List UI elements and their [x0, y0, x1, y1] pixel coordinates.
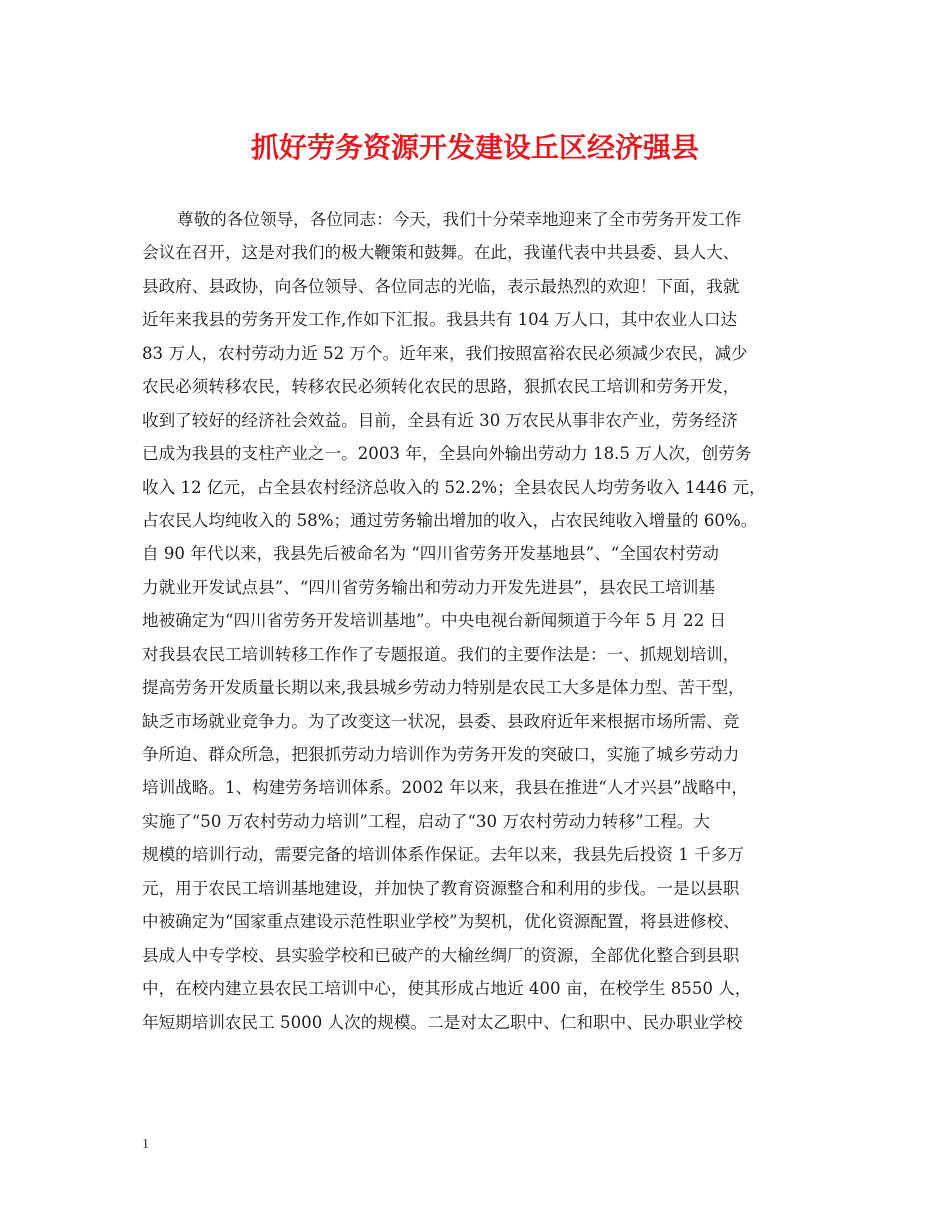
body-line: 收到了较好的经济社会效益。目前，全县有近 30 万农民从事非农产业，劳务经济 [142, 410, 738, 430]
body-line: 争所迫、群众所急，把狠抓劳动力培训作为劳务开发的突破口，实施了城乡劳动力 [142, 745, 740, 764]
body-line: 已成为我县的支柱产业之一。2003 年，全县向外输出劳动力 18.5 万人次，创劳务 [142, 444, 752, 464]
body-line: 占农民人均纯收入的 58%；通过劳务输出增加的收入，占农民纯收入增量的 60%。 [142, 510, 758, 530]
body-line: 培训战略。1、构建劳务培训体系。2002 年以来，我县在推进“人才兴县”战略中， [142, 778, 749, 798]
body-line: 规模的培训行动，需要完备的培训体系作保证。去年以来，我县先后投资 1 千多万 [142, 845, 744, 865]
body-line: 力就业开发试点县”、“四川省劳务输出和劳动力开发先进县”，县农民工培训基 [142, 577, 716, 597]
body-line: 对我县农民工培训转移工作作了专题报道。我们的主要作法是：一、抓规划培训， [142, 644, 740, 664]
body-line: 县成人中专学校、县实验学校和已破产的大榆丝绸厂的资源，全部优化整合到县职 [142, 945, 740, 965]
body-line: 缺乏市场就业竞争力。为了改变这一状况，县委、县政府近年来根据市场所需、竞 [142, 711, 740, 731]
body-line: 83 万人，农村劳动力近 52 万个。近年来，我们按照富裕农民必须减少农民，减少 [142, 343, 748, 363]
body-line: 中，在校内建立县农民工培训中心，使其形成占地近 400 亩，在校学生 8550 人， [142, 979, 752, 999]
body-line: 县政府、县政协，向各位领导、各位同志的光临，表示最热烈的欢迎！下面，我就 [142, 276, 740, 296]
body-line: 地被确定为“四川省劳务开发培训基地”。中央电视台新闻频道于今年 5 月 22 日 [142, 611, 727, 631]
body-line: 中被确定为“国家重点建设示范性职业学校”为契机，优化资源配置，将县进修校、 [142, 912, 740, 932]
page-number: 1 [142, 1137, 149, 1152]
body-line: 收入 12 亿元，占全县农村经济总收入的 52.2%；全县农民人均劳务收入 1446 元， [142, 477, 766, 497]
body-line: 农民必须转移农民，转移农民必须转化农民的思路，狠抓农民工培训和劳务开发， [142, 377, 740, 397]
body-line: 自 90 年代以来，我县先后被命名为 “四川省劳务开发基地县”、“全国农村劳动 [142, 544, 719, 564]
body-line: 实施了“50 万农村劳动力培训”工程，启动了“30 万农村劳动力转移”工程。大 [142, 811, 710, 831]
body-line: 元，用于农民工培训基地建设，并加快了教育资源整合和利用的步伐。一是以县职 [142, 878, 740, 898]
body-line: 会议在召开，这是对我们的极大鞭策和鼓舞。在此，我谨代表中共县委、县人大、 [142, 243, 740, 263]
body-line: 提高劳务开发质量长期以来,我县城乡劳动力特别是农民工大多是体力型、苦干型， [142, 678, 745, 698]
body-line: 尊敬的各位领导，各位同志：今天，我们十分荣幸地迎来了全市劳务开发工作 [177, 210, 742, 229]
document-body [142, 203, 832, 1039]
document-title: 抓好劳务资源开发建设丘区经济强县 [250, 131, 699, 164]
body-line: 年短期培训农民工 5000 人次的规模。二是对太乙职中、仁和职中、民办职业学校 [142, 1012, 743, 1032]
body-line: 近年来我县的劳务开发工作,作如下汇报。我县共有 104 万人口，其中农业人口达 [142, 310, 738, 330]
